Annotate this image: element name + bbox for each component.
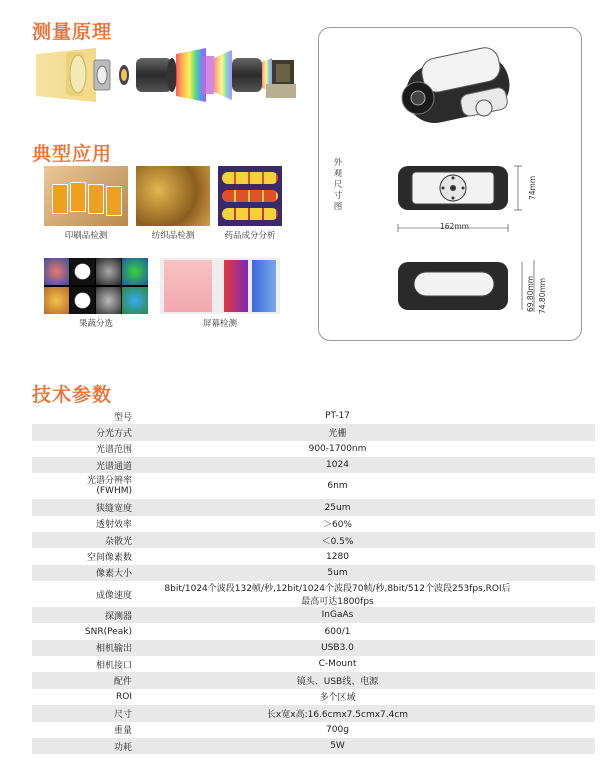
spec-value: 5W	[160, 738, 595, 754]
spec-key: 像素大小	[32, 565, 160, 581]
spec-row	[32, 656, 595, 672]
section-title-applications: 典型应用	[32, 143, 113, 165]
spec-value: PT-17	[325, 411, 350, 422]
spec-row	[32, 473, 595, 499]
application-label: 药品成分分析	[224, 231, 276, 241]
spec-value: USB3.0	[160, 640, 595, 656]
drug-analysis-image	[218, 166, 282, 226]
spec-row	[32, 738, 595, 754]
fruit-sorting-image	[44, 258, 148, 314]
camera-top-view	[392, 258, 514, 314]
section-title-specs: 技术参数	[32, 384, 113, 406]
application-label: 纺织品检测	[151, 231, 195, 241]
textile-inspection-image	[136, 166, 210, 226]
spec-key: 光谱通道	[32, 457, 160, 473]
spec-row	[32, 548, 595, 564]
camera-isometric-view	[398, 40, 518, 130]
spec-key: 功耗	[32, 738, 160, 754]
spec-row	[32, 424, 595, 440]
spec-value: 8bit/1024个波段132帧/秒,12bit/1024个波段70帧/秒,8bit/512个波段253fps,ROI后最高可达1800fps	[164, 584, 511, 608]
dimension-width-b: 74.80mm	[538, 277, 547, 314]
spec-row	[32, 607, 595, 623]
spec-value: 光栅	[160, 424, 595, 440]
spec-row	[32, 581, 595, 607]
spec-value: 600/1	[324, 626, 351, 637]
spec-key: 尺寸	[32, 705, 160, 721]
spec-value: 900-1700nm	[308, 443, 367, 454]
spec-table	[32, 408, 595, 754]
spec-key: 成像速度	[95, 590, 132, 601]
spec-row	[32, 499, 595, 515]
dimension-height: 74mm	[528, 175, 537, 200]
spec-key: 光谱范围	[95, 445, 132, 456]
spec-key: ROI	[116, 691, 132, 702]
spec-key: 透射效率	[95, 520, 132, 531]
application-label: 屏幕检测	[202, 319, 237, 329]
spec-row	[32, 722, 595, 738]
spec-value: 700g	[326, 724, 349, 735]
spec-row	[32, 623, 595, 639]
spec-row	[32, 705, 595, 721]
spec-key: 相机输出	[32, 640, 160, 656]
spec-value: 1280	[326, 551, 349, 562]
dimension-length: 162mm	[440, 222, 469, 231]
section-title-principle: 测量原理	[32, 21, 113, 43]
spec-row	[32, 532, 595, 548]
spec-key: SNR(Peak)	[84, 626, 132, 637]
spec-key: 重量	[113, 726, 132, 737]
spec-row	[32, 516, 595, 532]
screen-inspection-image	[160, 258, 280, 314]
spec-key: 狭缝宽度	[32, 499, 160, 515]
spec-key: 配件	[32, 672, 160, 688]
spec-key: 分光方式	[32, 424, 160, 440]
spec-row	[32, 457, 595, 473]
spec-value: ＞60%	[322, 520, 352, 531]
spec-row	[32, 565, 595, 581]
spec-row	[32, 672, 595, 688]
spec-key: 空间像素数	[86, 553, 132, 564]
spec-value: 6nm	[327, 481, 348, 492]
spec-key: 相机接口	[95, 660, 132, 671]
spec-row	[32, 408, 595, 424]
spec-value: 长x宽x高:16.6cmx7.5cmx7.4cm	[160, 705, 595, 721]
spec-value: 5um	[160, 565, 595, 581]
printing-inspection-image	[44, 166, 128, 226]
dimension-label: 外观尺寸图	[333, 158, 343, 212]
spec-value: 1024	[160, 457, 595, 473]
spec-key: 探测器	[32, 607, 160, 623]
spec-value: C-Mount	[318, 659, 357, 670]
application-label: 果蔬分选	[78, 319, 113, 329]
principle-diagram	[36, 44, 298, 106]
spec-key: 型号	[113, 412, 132, 423]
spec-value: ＜0.5%	[160, 532, 595, 548]
spec-value: 多个区域	[319, 693, 356, 704]
spec-key: 杂散光	[32, 532, 160, 548]
dimension-width-a: 69.80mm	[526, 275, 535, 312]
spec-key: 光谱分辨率 (FWHM)	[86, 476, 132, 497]
application-label: 印刷品检测	[64, 231, 108, 241]
spec-value: 25um	[160, 499, 595, 515]
spec-row	[32, 689, 595, 705]
spec-value: InGaAs	[160, 607, 595, 623]
spec-row	[32, 640, 595, 656]
spec-value: 镜头、USB线、电源	[160, 672, 595, 688]
spec-row	[32, 441, 595, 457]
